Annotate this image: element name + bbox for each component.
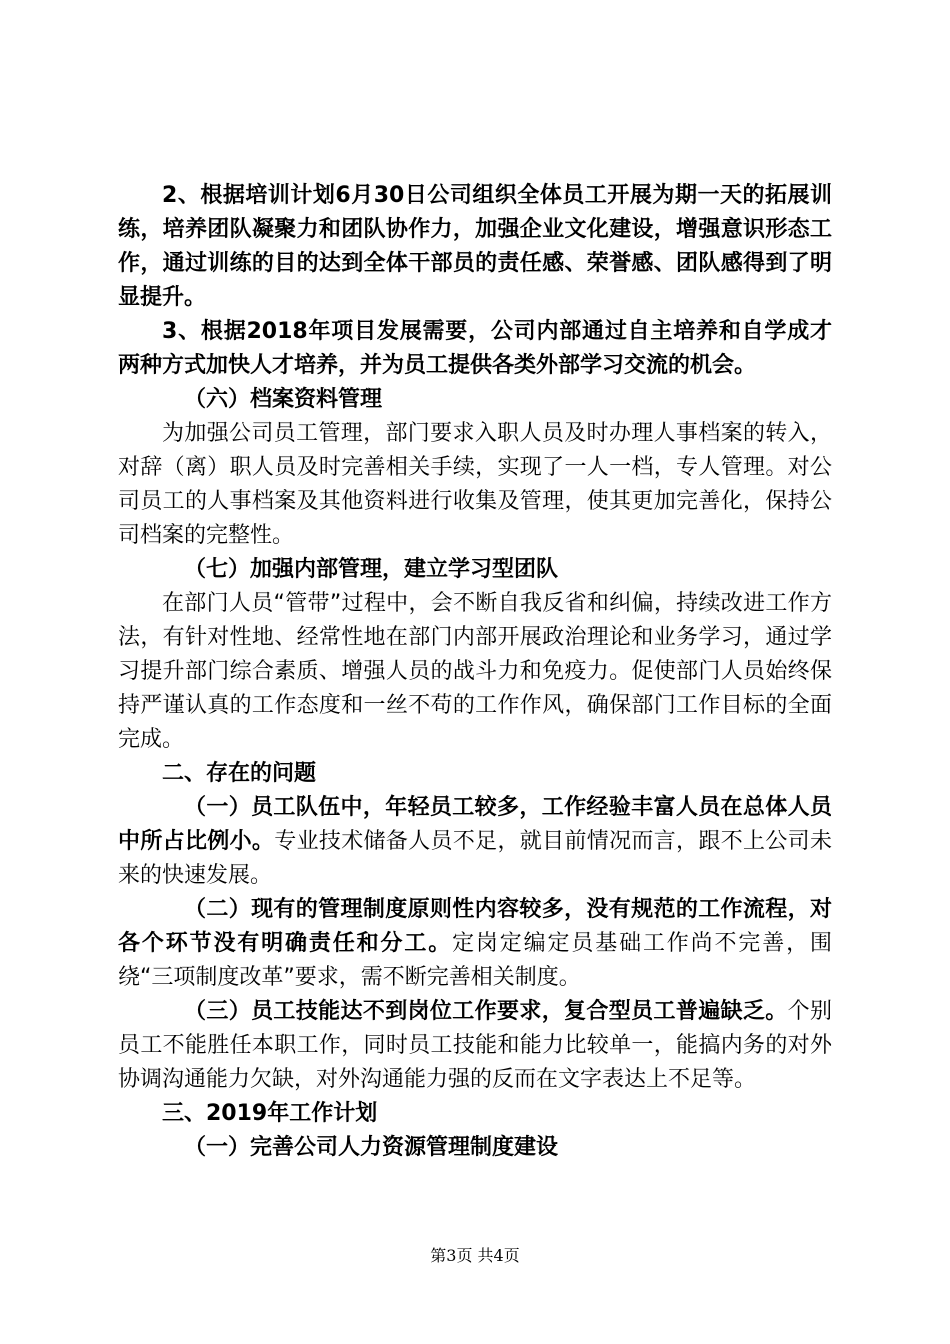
problem-1-summary: （一）员工队伍中，年轻员工较多，工作经验丰富人员在总体人员中所占比例小。 bbox=[118, 795, 832, 854]
problem-2-detail: 定岗定编定员基础工作尚不完善，围绕“三项制度改革”要求，需不断完善相关制度。 bbox=[118, 931, 832, 990]
page-number-footer: 第3页 共4页 bbox=[430, 1246, 520, 1265]
paragraph-archive-management: 为加强公司员工管理，部门要求入职人员及时办理人事档案的转入，对辞（离）职人员及时完善相关手续，实现了一人一档，专人管理。对公司员工的人事档案及其他资料进行收集及管理，使其更加完善化，保持公司档案的完整性。 bbox=[118, 421, 832, 548]
heading-archive-management: （六）档案资料管理 bbox=[184, 387, 383, 412]
problem-3-detail: 个别员工不能胜任本职工作，同时员工技能和能力比较单一，能搞内务的对外协调沟通能力欠缺，对外沟通能力强的反而在文字表达上不足等。 bbox=[118, 999, 832, 1092]
paragraph-problem-3 bbox=[118, 995, 832, 1097]
paragraph-internal-management: 在部门人员“管带”过程中，会不断自我反省和纠偏，持续改进工作方法，有针对性地、经常性地在部门内部开展政治理论和业务学习，通过学习提升部门综合素质、增强人员的战斗力和免疫力。促使部门人员始终保持严谨认真的工作态度和一丝不苟的工作作风，确保部门工作目标的全面完成。 bbox=[118, 591, 832, 752]
heading-existing-problems: 二、存在的问题 bbox=[162, 761, 317, 786]
paragraph-problem-2 bbox=[118, 893, 832, 995]
problem-2-summary: （二）现有的管理制度原则性内容较多，没有规范的工作流程，对各个环节没有明确责任和分工。 bbox=[118, 897, 832, 956]
heading-work-plan: 三、2019年工作计划 bbox=[162, 1101, 378, 1126]
heading-internal-management: （七）加强内部管理，建立学习型团队 bbox=[184, 557, 559, 582]
problem-1-detail: 专业技术储备人员不足，就目前情况而言，跟不上公司未来的快速发展。 bbox=[118, 829, 832, 888]
document-body bbox=[118, 179, 832, 1165]
paragraph-problem-1 bbox=[118, 791, 832, 893]
problem-3-summary: （三）员工技能达不到岗位工作要求，复合型员工普遍缺乏。 bbox=[184, 999, 788, 1024]
heading-plan-item-1: （一）完善公司人力资源管理制度建设 bbox=[184, 1135, 559, 1160]
paragraph-outdoor-training: 2、根据培训计划6月30日公司组织全体员工开展为期一天的拓展训练，培养团队凝聚力和团队协作力，加强企业文化建设，增强意识形态工作，通过训练的目的达到全体干部员的责任感、荣誉感、团队感得到了明显提升。 bbox=[118, 183, 832, 310]
paragraph-talent-development: 3、根据2018年项目发展需要，公司内部通过自主培养和自学成才两种方式加快人才培养，并为员工提供各类外部学习交流的机会。 bbox=[118, 319, 832, 378]
